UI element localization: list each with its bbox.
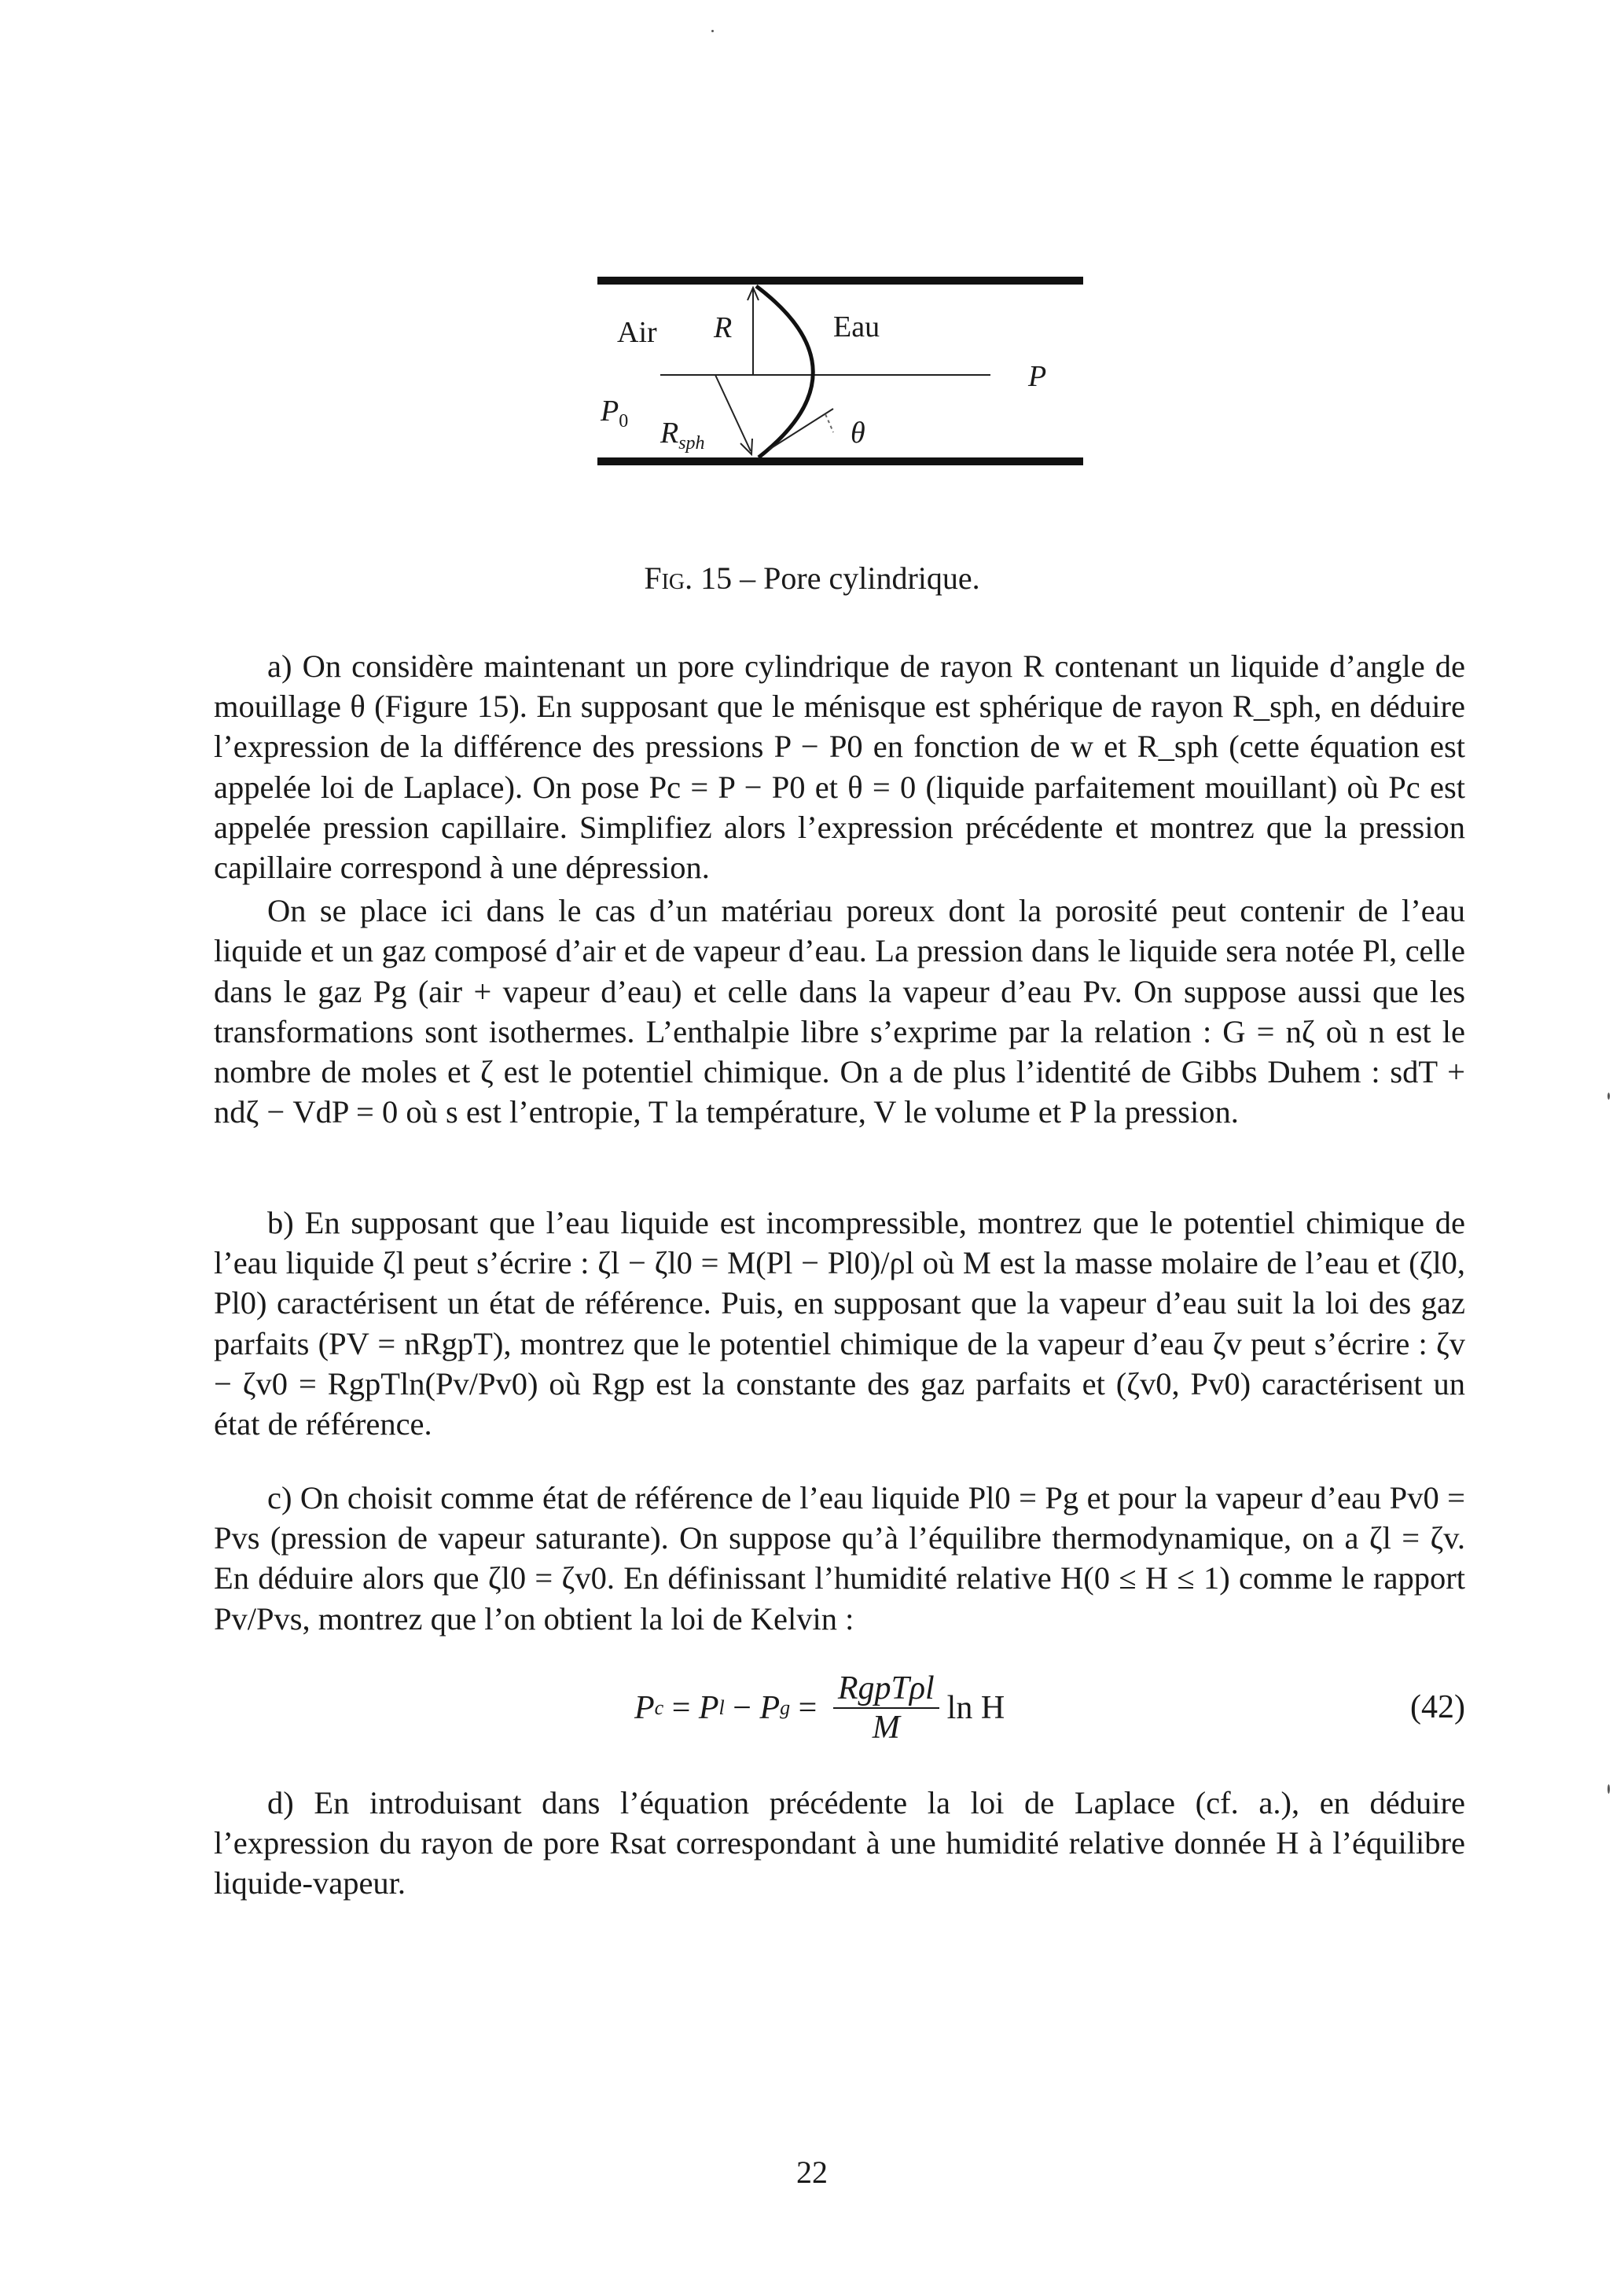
scan-speck xyxy=(1607,1093,1610,1100)
radius-rsph-line xyxy=(715,375,751,451)
label-eau: Eau xyxy=(833,310,880,343)
theta-arc xyxy=(825,414,833,432)
figure-caption xyxy=(0,560,1624,597)
label-rsph: $R_{sph}$ xyxy=(660,417,705,454)
page-number: 22 xyxy=(796,2155,828,2190)
eq-denominator: M xyxy=(872,1710,900,1746)
pore-top-wall xyxy=(597,277,1083,285)
paragraph-b xyxy=(214,1203,1465,1444)
paragraph-b-text: b) En supposant que l’eau liquide est incompressible, montrez que le potentiel chimique de l’eau liquide ζl peut s’écrire : ζl − ζl0 = M(Pl − Pl0)/ρl où M est la masse molaire de l’eau et (ζl0, Pl0) caractérisent un état de référence. Puis, en supposant que la vapeur d’eau suit la loi des gaz parfaits (PV = nRgpT), montrez que le potentiel chimique de la vapeur d’eau ζv peut s’écrire : ζv − ζv0 = RgpTln(Pv/Pv0) où Rgp est la constante des gaz parfaits et (ζv0, Pv0) caractérisent un état de référence. xyxy=(214,1205,1465,1442)
scan-speck xyxy=(711,30,714,32)
label-theta: θ xyxy=(851,417,865,450)
paragraph-a xyxy=(214,646,1465,1132)
meniscus-arc xyxy=(756,286,813,457)
paragraph-a2: On se place ici dans le cas d’un matériau poreux dont la porosité peut contenir de l’eau liquide et un gaz composé d’air et de vapeur d’eau. La pression dans le liquide sera notée Pl, celle dans le gaz Pg (air + vapeur d’eau) et celle dans la vapeur d’eau Pv. On suppose aussi que les transformations sont isothermes. L’enthalpie libre s’exprime par la relation : G = nζ où n est le nombre de moles et ζ est le potentiel chimique. On a de plus l’identité de Gibbs Duhem : sdT + ndζ − VdP = 0 où s est l’entropie, T la température, V le volume et P la pression. xyxy=(214,893,1465,1130)
paragraph-c-text: c) On choisit comme état de référence de l’eau liquide Pl0 = Pg et pour la vapeur d’eau Pv0 = Pvs (pression de vapeur saturante). On suppose qu’à l’équilibre thermodynamique, on a ζl = ζv. En déduire alors que ζl0 = ζv0. En définissant l’humidité relative H(0 ≤ H ≤ 1) comme le rapport Pv/Pvs, montrez que l’on obtient la loi de Kelvin : xyxy=(214,1480,1465,1637)
equation-kelvin xyxy=(214,1665,1465,1751)
paragraph-d xyxy=(214,1783,1465,1904)
label-r: R xyxy=(714,311,733,344)
caption-prefix: Fig. xyxy=(644,560,693,596)
eq-pc: P xyxy=(634,1690,655,1726)
equation-number: (42) xyxy=(1410,1689,1465,1725)
label-p0: $P_0$ xyxy=(601,395,629,432)
equation-body: P c = P l − P g = $\frac{\text{RgpTρl}}{M}$ ln H xyxy=(634,1670,1005,1746)
scan-speck xyxy=(1607,1784,1610,1794)
eq-numerator: RgpTρl xyxy=(833,1670,939,1709)
figure-cylindrical-pore xyxy=(597,277,1085,473)
label-p: P xyxy=(1028,360,1047,393)
eq-fraction xyxy=(833,1670,939,1747)
label-air: Air xyxy=(617,316,657,349)
eq-ln-h: ln H xyxy=(946,1690,1005,1726)
paragraph-c xyxy=(214,1478,1465,1639)
paragraph-a1: a) On considère maintenant un pore cylindrique de rayon R contenant un liquide d’angle de mouillage θ (Figure 15). En supposant que le ménisque est sphérique de rayon R_sph, en déduire l’expression de la différence des pressions P − P0 en fonction de w et R_sph (cette équation est appelée loi de Laplace). On pose Pc = P − P0 et θ = 0 (liquide parfaitement mouillant) où Pc est appelée pression capillaire. Simplifiez alors l’expression précédente et montrez que la pression capillaire correspond à une dépression. xyxy=(214,648,1465,886)
pore-bottom-wall xyxy=(597,457,1083,465)
paragraph-d-text: d) En introduisant dans l’équation précédente la loi de Laplace (cf. a.), en déduire l’expression du rayon de pore Rsat correspondant à une humidité relative donnée H à l’équilibre liquide-vapeur. xyxy=(214,1785,1465,1901)
caption-text: 15 – Pore cylindrique. xyxy=(693,560,980,596)
